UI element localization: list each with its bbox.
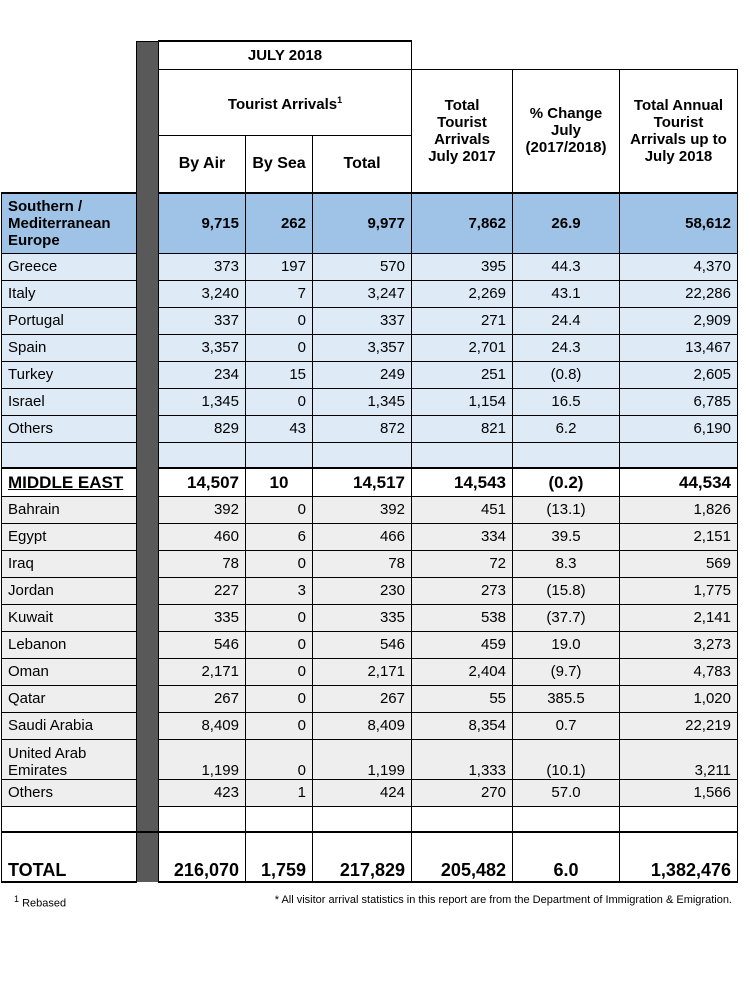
total-value: 335: [313, 604, 412, 631]
change-value: 6.2: [513, 415, 620, 442]
country-name: Egypt: [2, 523, 137, 550]
prev-value: 205,482: [412, 832, 513, 882]
air-value: 3,357: [159, 334, 246, 361]
air-value: 227: [159, 577, 246, 604]
sea-value: 197: [246, 253, 313, 280]
tourist-arrivals-table: [1, 40, 738, 883]
tourist-arrivals-header: Tourist Arrivals$^1$: [159, 69, 412, 135]
table-row: [2, 253, 738, 280]
change-value: 8.3: [513, 550, 620, 577]
change-value: (10.1): [513, 739, 620, 779]
air-value: 8,409: [159, 712, 246, 739]
annual-value: 6,190: [620, 415, 738, 442]
air-value: 335: [159, 604, 246, 631]
table-row: [2, 631, 738, 658]
annual-value: 1,566: [620, 779, 738, 806]
annual-value: 1,775: [620, 577, 738, 604]
table-row: [2, 739, 738, 779]
country-name: Greece: [2, 253, 137, 280]
air-value: 2,171: [159, 658, 246, 685]
table-row: [2, 496, 738, 523]
country-name: Italy: [2, 280, 137, 307]
change-value: (15.8): [513, 577, 620, 604]
total-value: 3,247: [313, 280, 412, 307]
country-name: Iraq: [2, 550, 137, 577]
annual-value: 1,020: [620, 685, 738, 712]
total-value: 78: [313, 550, 412, 577]
prev-value: 1,333: [412, 739, 513, 779]
prev-value: 538: [412, 604, 513, 631]
country-name: United Arab Emirates: [2, 739, 137, 779]
country-name: Turkey: [2, 361, 137, 388]
air-value: 1,199: [159, 739, 246, 779]
grand-total-row: [2, 832, 738, 882]
country-name: Kuwait: [2, 604, 137, 631]
pct-change-header: % Change July (2017/2018): [513, 69, 620, 193]
prev-value: 8,354: [412, 712, 513, 739]
total-value: 9,977: [313, 193, 412, 253]
annual-value: 2,605: [620, 361, 738, 388]
prev-value: 55: [412, 685, 513, 712]
change-value: 44.3: [513, 253, 620, 280]
sea-value: 1,759: [246, 832, 313, 882]
country-name: Saudi Arabia: [2, 712, 137, 739]
air-value: 460: [159, 523, 246, 550]
sea-value: 15: [246, 361, 313, 388]
prev-value: 2,701: [412, 334, 513, 361]
change-value: 0.7: [513, 712, 620, 739]
region-name: Southern / Mediterranean Europe: [2, 193, 137, 253]
annual-value: 3,273: [620, 631, 738, 658]
change-value: 57.0: [513, 779, 620, 806]
air-value: 1,345: [159, 388, 246, 415]
total-value: 267: [313, 685, 412, 712]
annual-value: 58,612: [620, 193, 738, 253]
total-header: Total: [313, 135, 412, 193]
total-value: 872: [313, 415, 412, 442]
sea-value: 0: [246, 631, 313, 658]
by-air-header: By Air: [159, 135, 246, 193]
air-value: 267: [159, 685, 246, 712]
prev-value: 14,543: [412, 468, 513, 496]
total-value: 392: [313, 496, 412, 523]
sea-value: 262: [246, 193, 313, 253]
prev-value: 2,269: [412, 280, 513, 307]
table-row: [2, 779, 738, 806]
total-value: 8,409: [313, 712, 412, 739]
footnote-source: * All visitor arrival statistics in this report are from the Department of Immigration & Emigration.: [274, 894, 732, 906]
total-value: 230: [313, 577, 412, 604]
annual-value: 1,382,476: [620, 832, 738, 882]
change-value: 24.4: [513, 307, 620, 334]
change-value: (37.7): [513, 604, 620, 631]
total-label: TOTAL: [2, 832, 137, 882]
middle-east-row: [2, 468, 738, 496]
country-name: Qatar: [2, 685, 137, 712]
sea-value: 10: [246, 468, 313, 496]
annual-value: 1,826: [620, 496, 738, 523]
sea-value: 7: [246, 280, 313, 307]
total-value: 3,357: [313, 334, 412, 361]
sea-value: 43: [246, 415, 313, 442]
prev-value: 451: [412, 496, 513, 523]
prev-value: 2,404: [412, 658, 513, 685]
sea-value: 0: [246, 658, 313, 685]
change-value: (13.1): [513, 496, 620, 523]
sea-value: 0: [246, 550, 313, 577]
total-value: 337: [313, 307, 412, 334]
sea-value: 3: [246, 577, 313, 604]
country-name: Lebanon: [2, 631, 137, 658]
table-row: [2, 658, 738, 685]
table-row: [2, 280, 738, 307]
table-row: [2, 361, 738, 388]
sea-value: 0: [246, 496, 313, 523]
by-sea-header: By Sea: [246, 135, 313, 193]
total-value: 546: [313, 631, 412, 658]
southern-europe-row: [2, 193, 738, 253]
change-value: 39.5: [513, 523, 620, 550]
air-value: 546: [159, 631, 246, 658]
total-value: 466: [313, 523, 412, 550]
total-2017-header: Total Tourist Arrivals July 2017: [412, 69, 513, 193]
air-value: 829: [159, 415, 246, 442]
annual-value: 2,151: [620, 523, 738, 550]
country-name: Spain: [2, 334, 137, 361]
annual-value: 13,467: [620, 334, 738, 361]
annual-value: 3,211: [620, 739, 738, 779]
period-header: JULY 2018: [159, 41, 412, 69]
country-name: Portugal: [2, 307, 137, 334]
prev-value: 271: [412, 307, 513, 334]
prev-value: 72: [412, 550, 513, 577]
air-value: 216,070: [159, 832, 246, 882]
sea-value: 0: [246, 712, 313, 739]
annual-header: Total Annual Tourist Arrivals up to July 2018: [620, 69, 738, 193]
table-row: [2, 415, 738, 442]
country-name: Others: [2, 779, 137, 806]
total-value: 14,517: [313, 468, 412, 496]
sea-value: 0: [246, 307, 313, 334]
table-row: [2, 712, 738, 739]
prev-value: 7,862: [412, 193, 513, 253]
annual-value: 22,286: [620, 280, 738, 307]
total-value: 570: [313, 253, 412, 280]
country-name: Others: [2, 415, 137, 442]
air-value: 234: [159, 361, 246, 388]
annual-value: 2,909: [620, 307, 738, 334]
prev-value: 459: [412, 631, 513, 658]
sea-value: 0: [246, 388, 313, 415]
total-value: 2,171: [313, 658, 412, 685]
sea-value: 6: [246, 523, 313, 550]
change-value: (0.2): [513, 468, 620, 496]
table-row: [2, 685, 738, 712]
total-value: 249: [313, 361, 412, 388]
country-name: Jordan: [2, 577, 137, 604]
country-name: Bahrain: [2, 496, 137, 523]
prev-value: 395: [412, 253, 513, 280]
annual-value: 4,370: [620, 253, 738, 280]
prev-value: 270: [412, 779, 513, 806]
empty-row: [2, 442, 738, 468]
air-value: 392: [159, 496, 246, 523]
change-value: (9.7): [513, 658, 620, 685]
annual-value: 2,141: [620, 604, 738, 631]
air-value: 14,507: [159, 468, 246, 496]
sea-value: 1: [246, 779, 313, 806]
table-row: [2, 604, 738, 631]
total-value: 1,345: [313, 388, 412, 415]
prev-value: 821: [412, 415, 513, 442]
table-row: [2, 388, 738, 415]
change-value: 43.1: [513, 280, 620, 307]
annual-value: 44,534: [620, 468, 738, 496]
annual-value: 6,785: [620, 388, 738, 415]
air-value: 3,240: [159, 280, 246, 307]
prev-value: 251: [412, 361, 513, 388]
prev-value: 334: [412, 523, 513, 550]
change-value: (0.8): [513, 361, 620, 388]
country-name: Israel: [2, 388, 137, 415]
change-value: 16.5: [513, 388, 620, 415]
change-value: 6.0: [513, 832, 620, 882]
change-value: 24.3: [513, 334, 620, 361]
sea-value: 0: [246, 604, 313, 631]
change-value: 26.9: [513, 193, 620, 253]
table-row: [2, 307, 738, 334]
total-value: 217,829: [313, 832, 412, 882]
prev-value: 273: [412, 577, 513, 604]
empty-row: [2, 806, 738, 832]
prev-value: 1,154: [412, 388, 513, 415]
air-value: 373: [159, 253, 246, 280]
table-row: [2, 523, 738, 550]
air-value: 78: [159, 550, 246, 577]
air-value: 9,715: [159, 193, 246, 253]
country-name: Oman: [2, 658, 137, 685]
total-value: 1,199: [313, 739, 412, 779]
region-name: MIDDLE EAST: [2, 468, 137, 496]
sea-value: 0: [246, 739, 313, 779]
table-row: [2, 334, 738, 361]
total-value: 424: [313, 779, 412, 806]
annual-value: 4,783: [620, 658, 738, 685]
change-value: 19.0: [513, 631, 620, 658]
table-row: [2, 550, 738, 577]
air-value: 423: [159, 779, 246, 806]
footnote-rebased: $^1$ Rebased: [14, 894, 67, 910]
change-value: 385.5: [513, 685, 620, 712]
sea-value: 0: [246, 334, 313, 361]
sea-value: 0: [246, 685, 313, 712]
table-row: [2, 577, 738, 604]
annual-value: 22,219: [620, 712, 738, 739]
annual-value: 569: [620, 550, 738, 577]
air-value: 337: [159, 307, 246, 334]
